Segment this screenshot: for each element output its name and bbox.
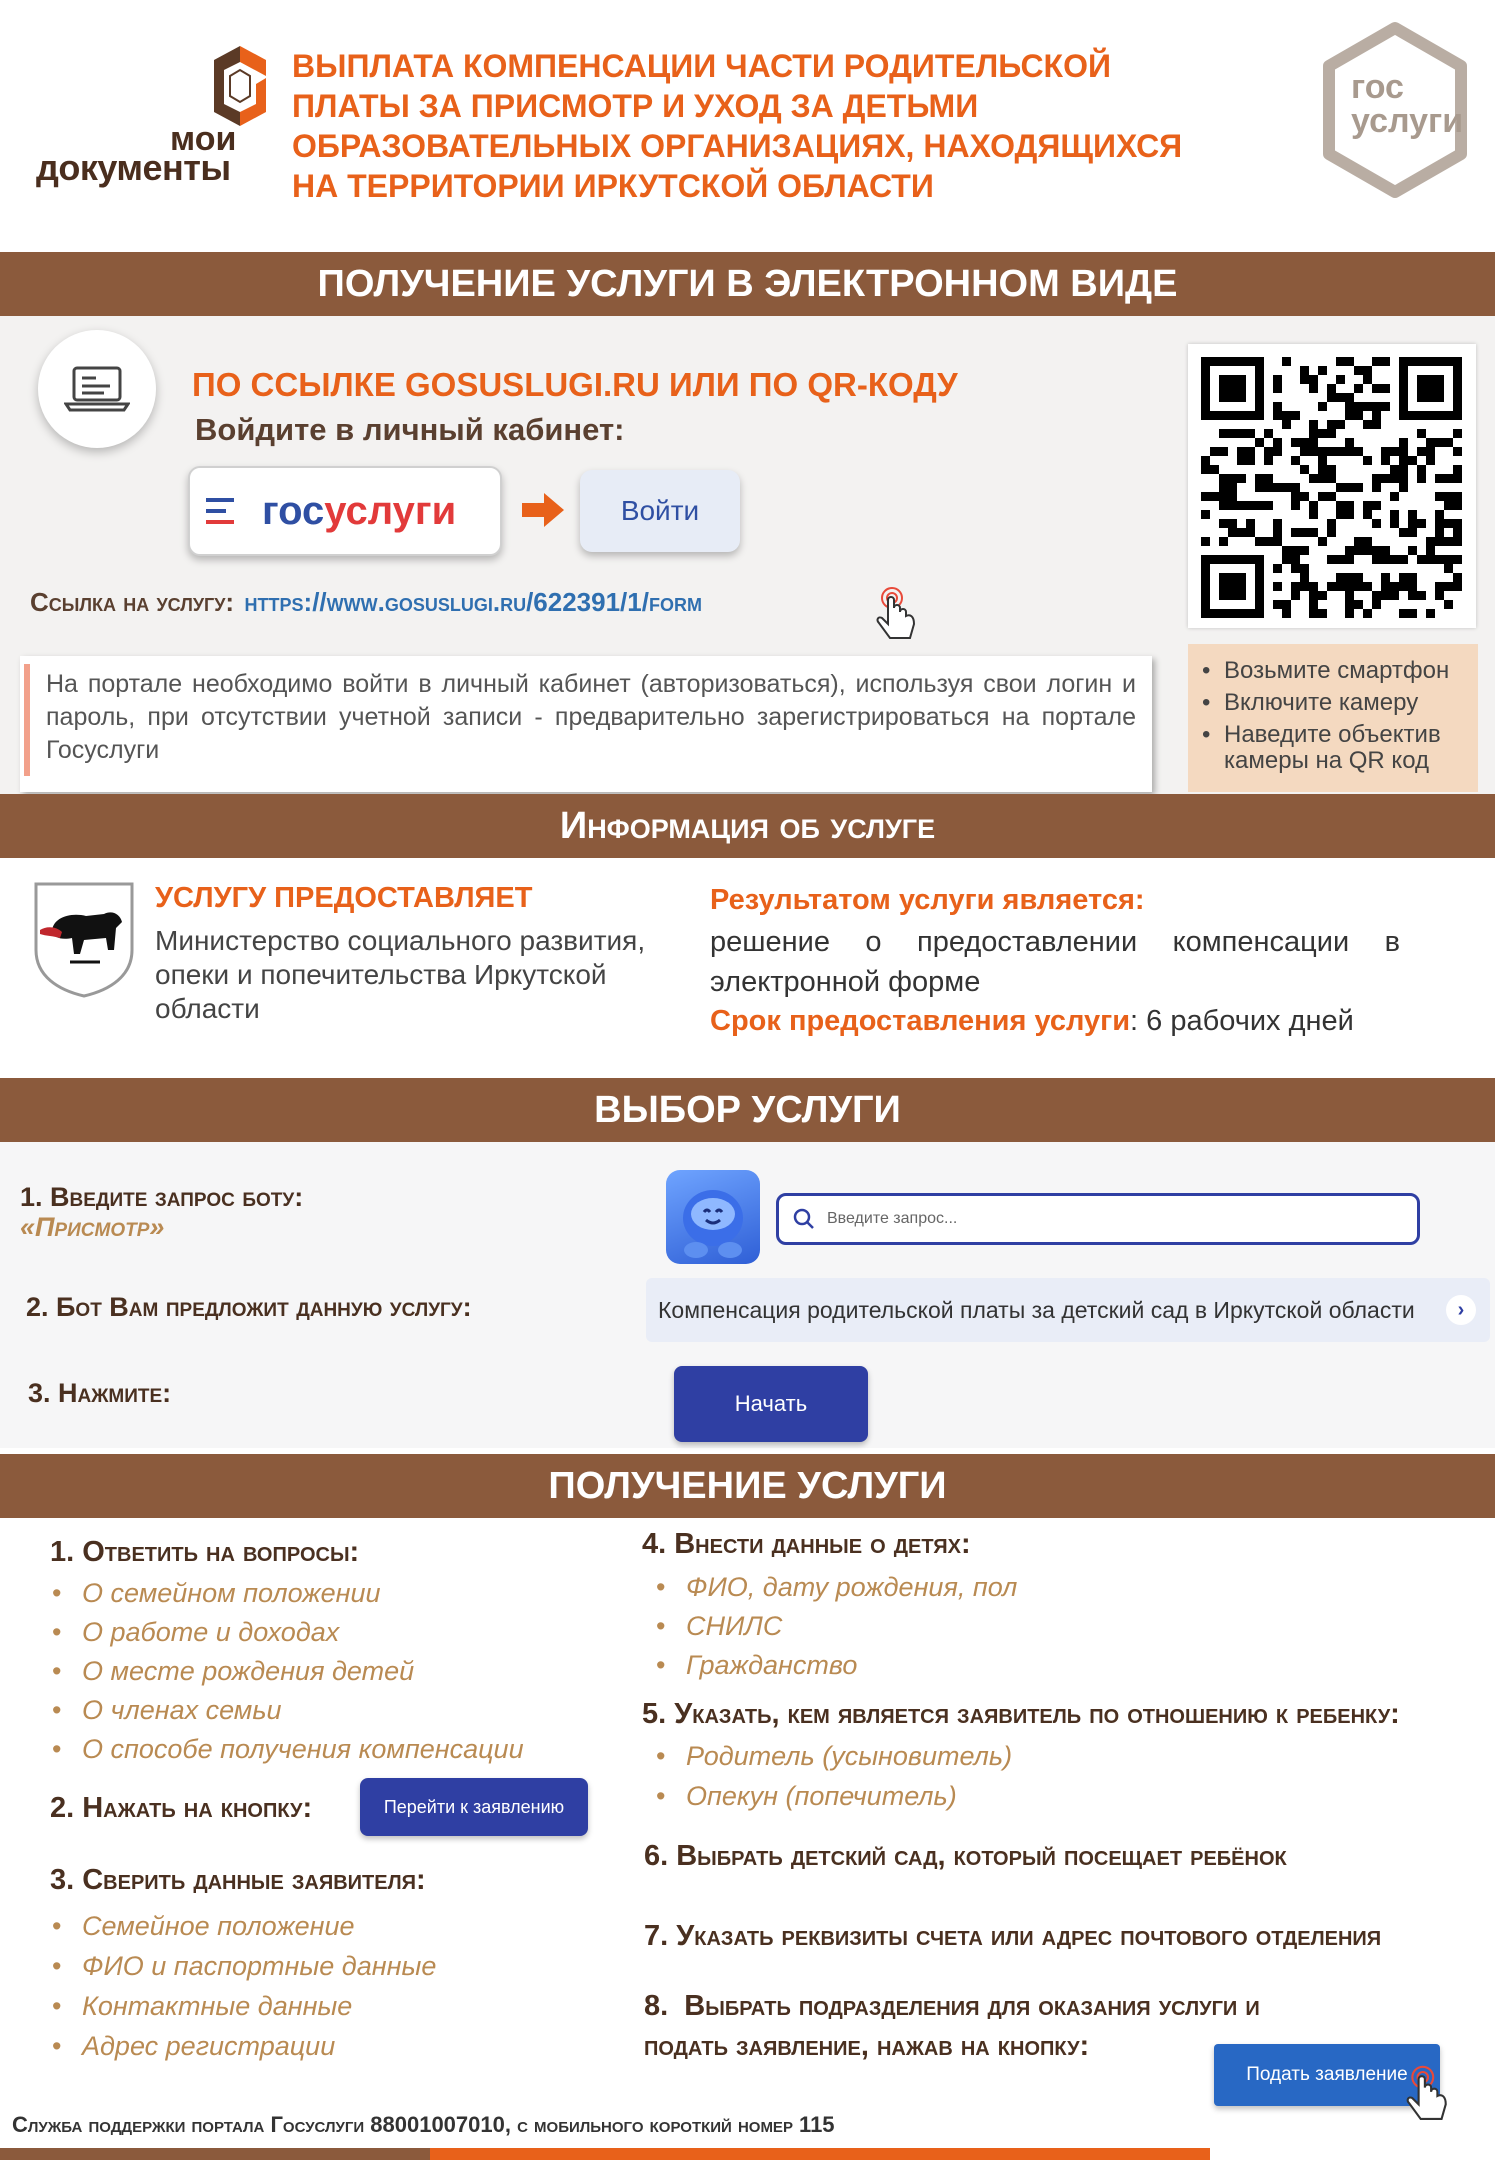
login-prompt: Войдите в личный кабинет: xyxy=(195,412,625,447)
section-choice-band xyxy=(0,1078,1495,1142)
service-link-row xyxy=(30,584,702,625)
qr-steps-card xyxy=(1188,644,1478,792)
term-row xyxy=(710,1002,1354,1040)
hand-pointer-icon xyxy=(1404,2064,1452,2128)
start-button[interactable] xyxy=(674,1366,868,1442)
receive-step4-label: 4. Внести данные о детях: xyxy=(642,1528,971,1560)
list-item: • О способе получения компенсации xyxy=(40,1730,600,1769)
term-heading: Срок предоставления услуги xyxy=(710,1005,1131,1037)
chevron-right-icon: › xyxy=(1446,1295,1476,1325)
receive-step8-label-line1: 8. Выбрать подразделения для оказания услуги и xyxy=(644,1990,1260,2022)
gosuslugi-hex-logo xyxy=(1315,20,1475,200)
goto-application-button[interactable] xyxy=(360,1778,588,1836)
link-heading: ПО ССЫЛКЕ GOSUSLUGI.RU ИЛИ ПО QR-КОДУ xyxy=(192,366,958,403)
note-accent-bar xyxy=(24,664,30,776)
receive-step1-label: 1. Ответить на вопросы: xyxy=(50,1536,360,1568)
receive-step4-list xyxy=(644,1568,1204,1685)
bot-avatar xyxy=(666,1170,760,1264)
portal-note-text: На портале необходимо войти в личный кабинет (авторизоваться), используя свои логин и пароль, при отсутствии учетной записи - предварительно зарегистрироваться на портале Госуслуги xyxy=(46,670,1136,764)
list-item: • О семейном положении xyxy=(40,1574,600,1613)
logo-moi-text: мои xyxy=(170,120,237,158)
title-line: ВЫПЛАТА КОМПЕНСАЦИИ ЧАСТИ РОДИТЕЛЬСКОЙ xyxy=(292,48,1111,84)
receive-step5-list xyxy=(644,1736,1204,1816)
title-line: ПЛАТЫ ЗА ПРИСМОТР И УХОД ЗА ДЕТЬМИ xyxy=(292,88,979,124)
qr-code xyxy=(1188,344,1476,628)
section-receive-band xyxy=(0,1454,1495,1518)
footer-bar-orange xyxy=(430,2148,1210,2160)
start-button-label: Начать xyxy=(734,1391,808,1416)
irkutsk-coat-of-arms xyxy=(30,880,138,998)
service-suggestion[interactable] xyxy=(646,1278,1490,1342)
laptop-icon xyxy=(64,364,130,414)
list-item: • О месте рождения детей xyxy=(40,1652,600,1691)
section-info-title: Информация об услуге xyxy=(559,805,936,847)
gos-prefix: гос xyxy=(262,488,325,533)
receive-step2-label: 2. Нажать на кнопку: xyxy=(50,1792,313,1824)
support-text: Служба поддержки портала Госуслуги 88001007010, с мобильного короткий номер 115 xyxy=(12,2112,835,2137)
search-input[interactable] xyxy=(776,1193,1420,1245)
receive-step3-label: 3. Сверить данные заявителя: xyxy=(50,1864,426,1896)
page-title xyxy=(292,46,1252,206)
section-electronic-title: ПОЛУЧЕНИЕ УСЛУГИ В ЭЛЕКТРОННОМ ВИДЕ xyxy=(317,263,1178,305)
provider-heading: УСЛУГУ ПРЕДОСТАВЛЯЕТ xyxy=(155,882,533,914)
submit-application-label: Подать заявление xyxy=(1246,2064,1408,2085)
result-heading: Результатом услуги является: xyxy=(710,884,1145,916)
gos-suffix: услуги xyxy=(324,488,457,533)
arrow-right-icon xyxy=(522,493,564,527)
moi-documenty-emblem-icon xyxy=(210,46,270,126)
list-item: • Гражданство xyxy=(644,1646,1204,1685)
section-electronic-band xyxy=(0,252,1495,316)
moi-documenty-logo xyxy=(30,40,260,190)
provider-text: Министерство социального развития, опеки и попечительства Иркутской области xyxy=(155,925,646,1024)
laptop-circle xyxy=(38,330,156,448)
robot-assistant-icon xyxy=(666,1170,760,1264)
result-text: решение о предоставлении компенсации в электронной форме xyxy=(710,926,1400,998)
qr-steps-list xyxy=(1198,658,1474,774)
list-item: • Семейное положение xyxy=(40,1906,600,1946)
list-item: • ФИО, дату рождения, пол xyxy=(644,1568,1204,1607)
choice-step2-label: 2. Бот Вам предложит данную услугу: xyxy=(26,1292,472,1322)
receive-step3-list xyxy=(40,1906,600,2066)
list-item: • Адрес регистрации xyxy=(40,2026,600,2066)
list-item: • О работе и доходах xyxy=(40,1613,600,1652)
choice-step1-query: «Присмотр» xyxy=(20,1212,165,1242)
list-item: • О членах семьи xyxy=(40,1691,600,1730)
list-item: • Родитель (усыновитель) xyxy=(644,1736,1204,1776)
qr-step: • Наведите объектив камеры на QR код xyxy=(1202,721,1441,774)
list-item: • СНИЛС xyxy=(644,1607,1204,1646)
section-info-band xyxy=(0,794,1495,858)
login-button[interactable] xyxy=(580,470,740,552)
footer-bar-brown xyxy=(0,2148,430,2160)
qr-code-image xyxy=(1188,344,1476,628)
list-item: • ФИО и паспортные данные xyxy=(40,1946,600,1986)
choice-step1-label: 1. Введите запрос боту: xyxy=(20,1182,304,1212)
list-item: • Опекун (попечитель) xyxy=(644,1776,1204,1816)
coat-of-arms-icon xyxy=(30,880,138,998)
qr-step: • Включите камеру xyxy=(1202,689,1419,716)
menu-lines-icon xyxy=(206,496,240,526)
term-text: : 6 рабочих дней xyxy=(1130,1005,1354,1037)
title-line: ОБРАЗОВАТЕЛЬНЫХ ОРГАНИЗАЦИЯХ, НАХОДЯЩИХСЯ xyxy=(292,128,1183,164)
choice-step3-label: 3. Нажмите: xyxy=(28,1378,172,1408)
receive-step7-label: 7. Указать реквизиты счета или адрес почтового отделения xyxy=(644,1920,1382,1952)
list-item: • Контактные данные xyxy=(40,1986,600,2026)
receive-step8-label-line2: подать заявление, нажав на кнопку: xyxy=(644,2030,1090,2062)
hand-pointer-icon xyxy=(874,586,920,646)
receive-step6-label: 6. Выбрать детский сад, который посещает ребёнок xyxy=(644,1840,1287,1872)
section-choice-title: ВЫБОР УСЛУГИ xyxy=(594,1089,901,1131)
goto-application-label: Перейти к заявлению xyxy=(383,1796,565,1817)
gosuslugi-login-card[interactable] xyxy=(188,466,502,556)
receive-step5-label: 5. Указать, кем является заявитель по отношению к ребенку: xyxy=(642,1698,1400,1730)
section-receive-title: ПОЛУЧЕНИЕ УСЛУГИ xyxy=(548,1465,947,1507)
qr-step: • Возьмите смартфон xyxy=(1202,657,1450,684)
logo-documents-text: документы xyxy=(36,147,231,188)
gos-logo-line1: гос xyxy=(1351,68,1404,106)
gos-logo-line2: услуги xyxy=(1351,102,1464,140)
service-link-url[interactable]: https://www.gosuslugi.ru/622391/1/form xyxy=(244,587,702,617)
service-suggestion-text: Компенсация родительской платы за детский сад в Иркутской области xyxy=(658,1296,1415,1323)
portal-note-card xyxy=(20,656,1152,792)
login-button-label: Войти xyxy=(620,495,700,526)
receive-step1-list xyxy=(40,1574,600,1769)
title-line: НА ТЕРРИТОРИИ ИРКУТСКОЙ ОБЛАСТИ xyxy=(292,168,934,204)
search-placeholder: Введите запрос... xyxy=(827,1210,958,1227)
service-link-label: Ссылка на услугу: xyxy=(30,587,235,617)
search-icon xyxy=(793,1208,815,1230)
